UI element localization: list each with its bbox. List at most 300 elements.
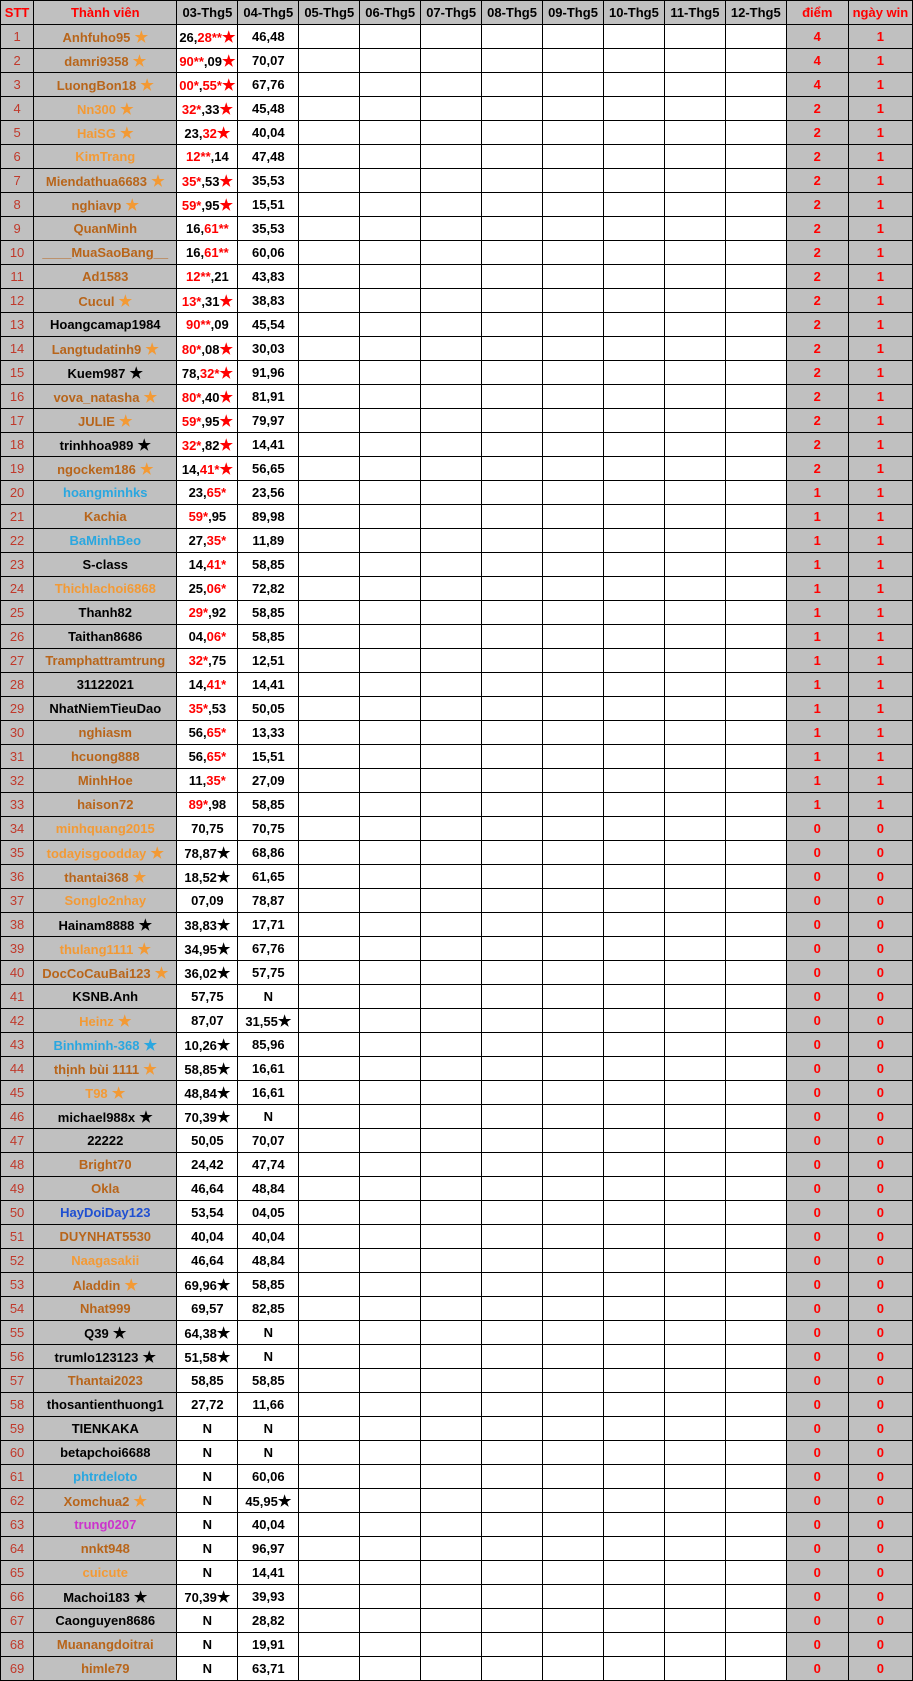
day-cell-empty bbox=[603, 601, 664, 625]
table-row bbox=[1, 865, 913, 889]
table-row bbox=[1, 337, 913, 361]
member-name: QuanMinh bbox=[73, 221, 138, 236]
day-cell-03 bbox=[177, 1465, 238, 1489]
star-icon: ★ bbox=[216, 1108, 231, 1126]
day-cell-03 bbox=[177, 169, 238, 193]
points-cell: 0 bbox=[786, 1585, 848, 1609]
table-row bbox=[1, 1153, 913, 1177]
day-cell-empty bbox=[664, 1057, 725, 1081]
member-name: trung0207 bbox=[74, 1517, 137, 1532]
member-name-cell bbox=[34, 721, 177, 745]
day-cell-empty bbox=[421, 1369, 482, 1393]
day-cell-empty bbox=[603, 745, 664, 769]
day-cell-empty bbox=[543, 937, 604, 961]
cell-value-part: 78,87 bbox=[184, 845, 217, 861]
points-cell: 0 bbox=[786, 1489, 848, 1513]
cell-value-part: 06* bbox=[206, 581, 227, 596]
day-cell-empty bbox=[603, 145, 664, 169]
table-row bbox=[1, 361, 913, 385]
row-number: 42 bbox=[1, 1009, 34, 1033]
cell-value-part: 45,48 bbox=[252, 101, 285, 116]
cell-value-part: 48,84 bbox=[252, 1181, 285, 1196]
win-days-cell: 1 bbox=[848, 481, 912, 505]
day-cell-empty bbox=[482, 97, 543, 121]
day-cell-empty bbox=[603, 1417, 664, 1441]
star-icon: ★ bbox=[219, 460, 233, 478]
day-cell-empty bbox=[543, 745, 604, 769]
row-number: 50 bbox=[1, 1201, 34, 1225]
day-cell-empty bbox=[725, 1393, 786, 1417]
day-cell-04 bbox=[238, 169, 299, 193]
day-cell-03 bbox=[177, 433, 238, 457]
day-cell-empty bbox=[603, 1345, 664, 1369]
member-name-cell bbox=[34, 1609, 177, 1633]
star-icon: ★ bbox=[135, 460, 154, 478]
day-cell-empty bbox=[360, 745, 421, 769]
win-days-cell: 0 bbox=[848, 1105, 912, 1129]
cell-value-part: 58,85 bbox=[252, 629, 285, 644]
day-cell-empty bbox=[299, 217, 360, 241]
day-cell-empty bbox=[725, 1417, 786, 1441]
day-cell-empty bbox=[482, 529, 543, 553]
day-cell-04 bbox=[238, 1465, 299, 1489]
member-name-cell bbox=[34, 1249, 177, 1273]
day-cell-empty bbox=[299, 169, 360, 193]
day-cell-empty bbox=[482, 697, 543, 721]
day-cell-empty bbox=[360, 505, 421, 529]
table-row bbox=[1, 577, 913, 601]
day-cell-empty bbox=[360, 769, 421, 793]
day-cell-empty bbox=[299, 361, 360, 385]
cell-value-part: 14, bbox=[181, 461, 200, 477]
points-cell: 0 bbox=[786, 1657, 848, 1681]
member-name: DocCoCauBai123 bbox=[42, 965, 151, 981]
day-cell-empty bbox=[299, 721, 360, 745]
cell-value-part: 13* bbox=[181, 293, 202, 309]
cell-value-part: 14,41 bbox=[252, 1565, 285, 1580]
points-cell: 2 bbox=[786, 409, 848, 433]
day-cell-04 bbox=[238, 745, 299, 769]
day-cell-empty bbox=[299, 1297, 360, 1321]
day-cell-empty bbox=[603, 817, 664, 841]
row-number: 41 bbox=[1, 985, 34, 1009]
day-cell-04 bbox=[238, 817, 299, 841]
day-cell-empty bbox=[543, 1465, 604, 1489]
member-name-cell bbox=[34, 1297, 177, 1321]
day-cell-empty bbox=[299, 1225, 360, 1249]
cell-value-part: N bbox=[202, 1421, 213, 1436]
day-cell-empty bbox=[603, 769, 664, 793]
day-cell-empty bbox=[482, 433, 543, 457]
cell-value-part: 39,93 bbox=[252, 1589, 285, 1604]
points-cell: 2 bbox=[786, 433, 848, 457]
row-number: 27 bbox=[1, 649, 34, 673]
day-cell-empty bbox=[664, 1201, 725, 1225]
day-cell-empty bbox=[725, 457, 786, 481]
day-cell-empty bbox=[543, 553, 604, 577]
cell-value-part: 82,85 bbox=[252, 1301, 285, 1316]
member-name: Binhminh-368 bbox=[53, 1037, 140, 1053]
member-name: damri9358 bbox=[64, 53, 129, 69]
member-name-cell bbox=[34, 217, 177, 241]
points-cell: 0 bbox=[786, 985, 848, 1009]
cell-value-part: 35* bbox=[206, 533, 227, 548]
day-cell-empty bbox=[360, 841, 421, 865]
day-cell-empty bbox=[421, 1345, 482, 1369]
star-icon: ★ bbox=[216, 1348, 231, 1366]
day-cell-03 bbox=[177, 841, 238, 865]
day-cell-03 bbox=[177, 937, 238, 961]
cell-value-part: 00* bbox=[179, 77, 199, 93]
day-cell-empty bbox=[421, 1225, 482, 1249]
day-cell-empty bbox=[360, 1225, 421, 1249]
day-cell-empty bbox=[299, 937, 360, 961]
table-row bbox=[1, 25, 913, 49]
win-days-cell: 0 bbox=[848, 865, 912, 889]
day-cell-empty bbox=[543, 817, 604, 841]
star-icon: ★ bbox=[141, 340, 159, 358]
day-cell-empty bbox=[482, 1417, 543, 1441]
cell-value-part: 80* bbox=[181, 389, 202, 405]
member-name-cell bbox=[34, 1537, 177, 1561]
day-cell-empty bbox=[360, 193, 421, 217]
day-cell-empty bbox=[725, 817, 786, 841]
member-name: NhatNiemTieuDao bbox=[49, 701, 162, 716]
day-cell-empty bbox=[543, 25, 604, 49]
day-cell-empty bbox=[725, 1489, 786, 1513]
member-name: vova_natasha bbox=[53, 389, 140, 405]
day-cell-empty bbox=[543, 1561, 604, 1585]
day-cell-03 bbox=[177, 73, 238, 97]
points-cell: 2 bbox=[786, 121, 848, 145]
points-cell: 2 bbox=[786, 217, 848, 241]
cell-value-part: 85,96 bbox=[252, 1037, 285, 1052]
points-cell: 0 bbox=[786, 1105, 848, 1129]
day-cell-empty bbox=[482, 337, 543, 361]
day-cell-empty bbox=[299, 865, 360, 889]
star-icon: ★ bbox=[216, 940, 231, 958]
cell-value-part: 67,76 bbox=[252, 941, 285, 956]
cell-value-part: 55* bbox=[202, 77, 222, 93]
day-cell-empty bbox=[421, 121, 482, 145]
day-cell-empty bbox=[421, 1273, 482, 1297]
day-cell-empty bbox=[664, 913, 725, 937]
member-name: thịnh bùi 1111 bbox=[53, 1061, 140, 1077]
day-cell-03 bbox=[177, 721, 238, 745]
day-cell-empty bbox=[603, 1561, 664, 1585]
day-cell-04 bbox=[238, 49, 299, 73]
day-cell-empty bbox=[543, 1369, 604, 1393]
day-cell-03 bbox=[177, 1153, 238, 1177]
day-cell-04 bbox=[238, 457, 299, 481]
member-name: Thichlachoi6868 bbox=[54, 581, 156, 596]
day-cell-empty bbox=[360, 553, 421, 577]
cell-value-part: 58,85 bbox=[191, 1373, 224, 1388]
day-cell-empty bbox=[482, 1369, 543, 1393]
day-cell-empty bbox=[725, 985, 786, 1009]
day-cell-empty bbox=[360, 481, 421, 505]
table-row bbox=[1, 97, 913, 121]
star-icon: ★ bbox=[139, 388, 158, 406]
points-cell: 0 bbox=[786, 1345, 848, 1369]
day-cell-empty bbox=[725, 217, 786, 241]
day-cell-04 bbox=[238, 937, 299, 961]
star-icon: ★ bbox=[135, 1108, 153, 1126]
day-cell-empty bbox=[664, 577, 725, 601]
day-cell-empty bbox=[421, 745, 482, 769]
day-cell-empty bbox=[664, 361, 725, 385]
member-name-cell bbox=[34, 577, 177, 601]
day-cell-empty bbox=[543, 121, 604, 145]
cell-value-part: 70,07 bbox=[252, 1133, 285, 1148]
win-days-cell: 0 bbox=[848, 1537, 912, 1561]
cell-value-part: 89,98 bbox=[252, 509, 285, 524]
table-row bbox=[1, 193, 913, 217]
table-row bbox=[1, 1585, 913, 1609]
star-icon: ★ bbox=[219, 364, 233, 382]
day-cell-empty bbox=[421, 1009, 482, 1033]
member-name-cell bbox=[34, 313, 177, 337]
day-cell-empty bbox=[299, 1489, 360, 1513]
day-cell-empty bbox=[543, 1201, 604, 1225]
day-cell-empty bbox=[299, 1537, 360, 1561]
day-cell-empty bbox=[725, 481, 786, 505]
day-cell-empty bbox=[482, 1009, 543, 1033]
member-name-cell bbox=[34, 241, 177, 265]
cell-value-part: 70,75 bbox=[191, 821, 224, 836]
day-cell-empty bbox=[725, 697, 786, 721]
win-days-cell: 1 bbox=[848, 409, 912, 433]
day-cell-empty bbox=[603, 841, 664, 865]
cell-value-part: 91,96 bbox=[252, 365, 285, 380]
row-number: 64 bbox=[1, 1537, 34, 1561]
table-row bbox=[1, 1129, 913, 1153]
day-cell-empty bbox=[360, 1081, 421, 1105]
cell-value-part: N bbox=[202, 1445, 213, 1460]
cell-value-part: 35* bbox=[188, 701, 209, 716]
day-cell-03 bbox=[177, 865, 238, 889]
day-cell-empty bbox=[664, 1657, 725, 1681]
day-cell-empty bbox=[299, 1441, 360, 1465]
day-cell-empty bbox=[421, 193, 482, 217]
day-cell-empty bbox=[482, 1273, 543, 1297]
day-cell-03 bbox=[177, 1297, 238, 1321]
day-cell-empty bbox=[360, 73, 421, 97]
day-cell-empty bbox=[664, 1561, 725, 1585]
day-cell-empty bbox=[543, 1297, 604, 1321]
day-cell-empty bbox=[299, 1009, 360, 1033]
cell-value-part: ,95 bbox=[201, 197, 220, 213]
star-icon: ★ bbox=[121, 196, 139, 214]
header-day: 09-Thg5 bbox=[543, 1, 604, 25]
day-cell-empty bbox=[603, 1201, 664, 1225]
day-cell-empty bbox=[299, 1513, 360, 1537]
day-cell-empty bbox=[543, 697, 604, 721]
member-name: Cucul bbox=[78, 293, 115, 309]
day-cell-empty bbox=[664, 601, 725, 625]
star-icon: ★ bbox=[219, 292, 233, 310]
member-name: DUYNHAT5530 bbox=[59, 1229, 152, 1244]
cell-value-part: 13,33 bbox=[252, 725, 285, 740]
cell-value-part: 16, bbox=[186, 245, 205, 260]
day-cell-empty bbox=[421, 721, 482, 745]
day-cell-empty bbox=[482, 73, 543, 97]
win-days-cell: 0 bbox=[848, 1633, 912, 1657]
points-cell: 0 bbox=[786, 1273, 848, 1297]
day-cell-empty bbox=[482, 169, 543, 193]
points-cell: 4 bbox=[786, 73, 848, 97]
member-name-cell bbox=[34, 1513, 177, 1537]
day-cell-empty bbox=[725, 1657, 786, 1681]
points-cell: 0 bbox=[786, 1201, 848, 1225]
day-cell-empty bbox=[543, 217, 604, 241]
cell-value-part: 46,64 bbox=[191, 1181, 224, 1196]
day-cell-empty bbox=[299, 1345, 360, 1369]
table-row bbox=[1, 1441, 913, 1465]
points-cell: 2 bbox=[786, 97, 848, 121]
cell-value-part: 58,85 bbox=[252, 1373, 285, 1388]
cell-value-part: 15,51 bbox=[252, 749, 285, 764]
day-cell-empty bbox=[603, 433, 664, 457]
day-cell-03 bbox=[177, 49, 238, 73]
cell-value-part: 79,97 bbox=[252, 413, 285, 428]
win-days-cell: 1 bbox=[848, 601, 912, 625]
cell-value-part: 58,85 bbox=[252, 557, 285, 572]
member-name-cell bbox=[34, 1105, 177, 1129]
cell-value-part: 11,66 bbox=[252, 1397, 285, 1412]
points-cell: 4 bbox=[786, 49, 848, 73]
day-cell-empty bbox=[421, 1417, 482, 1441]
day-cell-empty bbox=[421, 241, 482, 265]
day-cell-empty bbox=[725, 121, 786, 145]
day-cell-empty bbox=[664, 337, 725, 361]
day-cell-empty bbox=[603, 1321, 664, 1345]
table-row bbox=[1, 385, 913, 409]
day-cell-empty bbox=[603, 673, 664, 697]
day-cell-empty bbox=[603, 169, 664, 193]
member-name-cell bbox=[34, 1657, 177, 1681]
win-days-cell: 0 bbox=[848, 1321, 912, 1345]
day-cell-empty bbox=[603, 25, 664, 49]
points-cell: 0 bbox=[786, 817, 848, 841]
win-days-cell: 0 bbox=[848, 1417, 912, 1441]
member-name: JULIE bbox=[78, 413, 115, 429]
member-name-cell bbox=[34, 1633, 177, 1657]
day-cell-empty bbox=[482, 817, 543, 841]
star-icon: ★ bbox=[216, 124, 231, 142]
day-cell-empty bbox=[543, 1009, 604, 1033]
win-days-cell: 1 bbox=[848, 577, 912, 601]
day-cell-03 bbox=[177, 1561, 238, 1585]
day-cell-empty bbox=[543, 1225, 604, 1249]
star-icon: ★ bbox=[216, 964, 231, 982]
day-cell-empty bbox=[603, 385, 664, 409]
row-number: 28 bbox=[1, 673, 34, 697]
day-cell-empty bbox=[543, 1657, 604, 1681]
day-cell-03 bbox=[177, 1081, 238, 1105]
day-cell-empty bbox=[482, 457, 543, 481]
table-row bbox=[1, 73, 913, 97]
win-days-cell: 1 bbox=[848, 169, 912, 193]
day-cell-empty bbox=[421, 169, 482, 193]
member-name: Muanangdoitrai bbox=[56, 1637, 154, 1652]
row-number: 37 bbox=[1, 889, 34, 913]
day-cell-empty bbox=[360, 577, 421, 601]
points-cell: 0 bbox=[786, 1297, 848, 1321]
day-cell-empty bbox=[603, 241, 664, 265]
day-cell-empty bbox=[421, 1441, 482, 1465]
day-cell-empty bbox=[421, 1585, 482, 1609]
day-cell-empty bbox=[543, 1177, 604, 1201]
day-cell-empty bbox=[482, 1393, 543, 1417]
points-cell: 1 bbox=[786, 577, 848, 601]
cell-value-part: 60,06 bbox=[252, 1469, 285, 1484]
day-cell-03 bbox=[177, 193, 238, 217]
member-name: HaiSG bbox=[76, 125, 116, 141]
points-cell: 2 bbox=[786, 265, 848, 289]
day-cell-empty bbox=[482, 649, 543, 673]
win-days-cell: 0 bbox=[848, 1513, 912, 1537]
day-cell-empty bbox=[543, 1033, 604, 1057]
day-cell-empty bbox=[603, 1081, 664, 1105]
day-cell-empty bbox=[725, 865, 786, 889]
member-name-cell bbox=[34, 817, 177, 841]
day-cell-empty bbox=[421, 1297, 482, 1321]
day-cell-empty bbox=[299, 25, 360, 49]
row-number: 60 bbox=[1, 1441, 34, 1465]
day-cell-empty bbox=[664, 169, 725, 193]
day-cell-empty bbox=[725, 505, 786, 529]
day-cell-empty bbox=[725, 265, 786, 289]
day-cell-empty bbox=[543, 1537, 604, 1561]
day-cell-empty bbox=[603, 1273, 664, 1297]
day-cell-empty bbox=[360, 409, 421, 433]
header-day: 11-Thg5 bbox=[664, 1, 725, 25]
day-cell-empty bbox=[725, 1513, 786, 1537]
day-cell-empty bbox=[543, 649, 604, 673]
day-cell-04 bbox=[238, 913, 299, 937]
day-cell-03 bbox=[177, 601, 238, 625]
day-cell-empty bbox=[299, 1081, 360, 1105]
member-name-cell bbox=[34, 121, 177, 145]
day-cell-empty bbox=[482, 1081, 543, 1105]
day-cell-empty bbox=[543, 457, 604, 481]
day-cell-empty bbox=[421, 1081, 482, 1105]
member-name: Nn300 bbox=[76, 101, 116, 117]
member-name-cell bbox=[34, 145, 177, 169]
day-cell-empty bbox=[725, 1345, 786, 1369]
member-name: Nhat999 bbox=[79, 1301, 131, 1316]
day-cell-empty bbox=[360, 433, 421, 457]
day-cell-04 bbox=[238, 793, 299, 817]
member-name: Songlo2nhay bbox=[64, 893, 147, 908]
day-cell-04 bbox=[238, 1393, 299, 1417]
day-cell-empty bbox=[482, 1561, 543, 1585]
day-cell-empty bbox=[299, 817, 360, 841]
day-cell-empty bbox=[421, 841, 482, 865]
day-cell-empty bbox=[725, 961, 786, 985]
day-cell-03 bbox=[177, 625, 238, 649]
header-stt: STT bbox=[1, 1, 34, 25]
day-cell-empty bbox=[299, 193, 360, 217]
row-number: 62 bbox=[1, 1489, 34, 1513]
day-cell-empty bbox=[360, 601, 421, 625]
day-cell-empty bbox=[421, 577, 482, 601]
day-cell-empty bbox=[360, 313, 421, 337]
member-name: Caonguyen8686 bbox=[55, 1613, 156, 1628]
star-icon: ★ bbox=[216, 1036, 231, 1054]
day-cell-empty bbox=[725, 361, 786, 385]
